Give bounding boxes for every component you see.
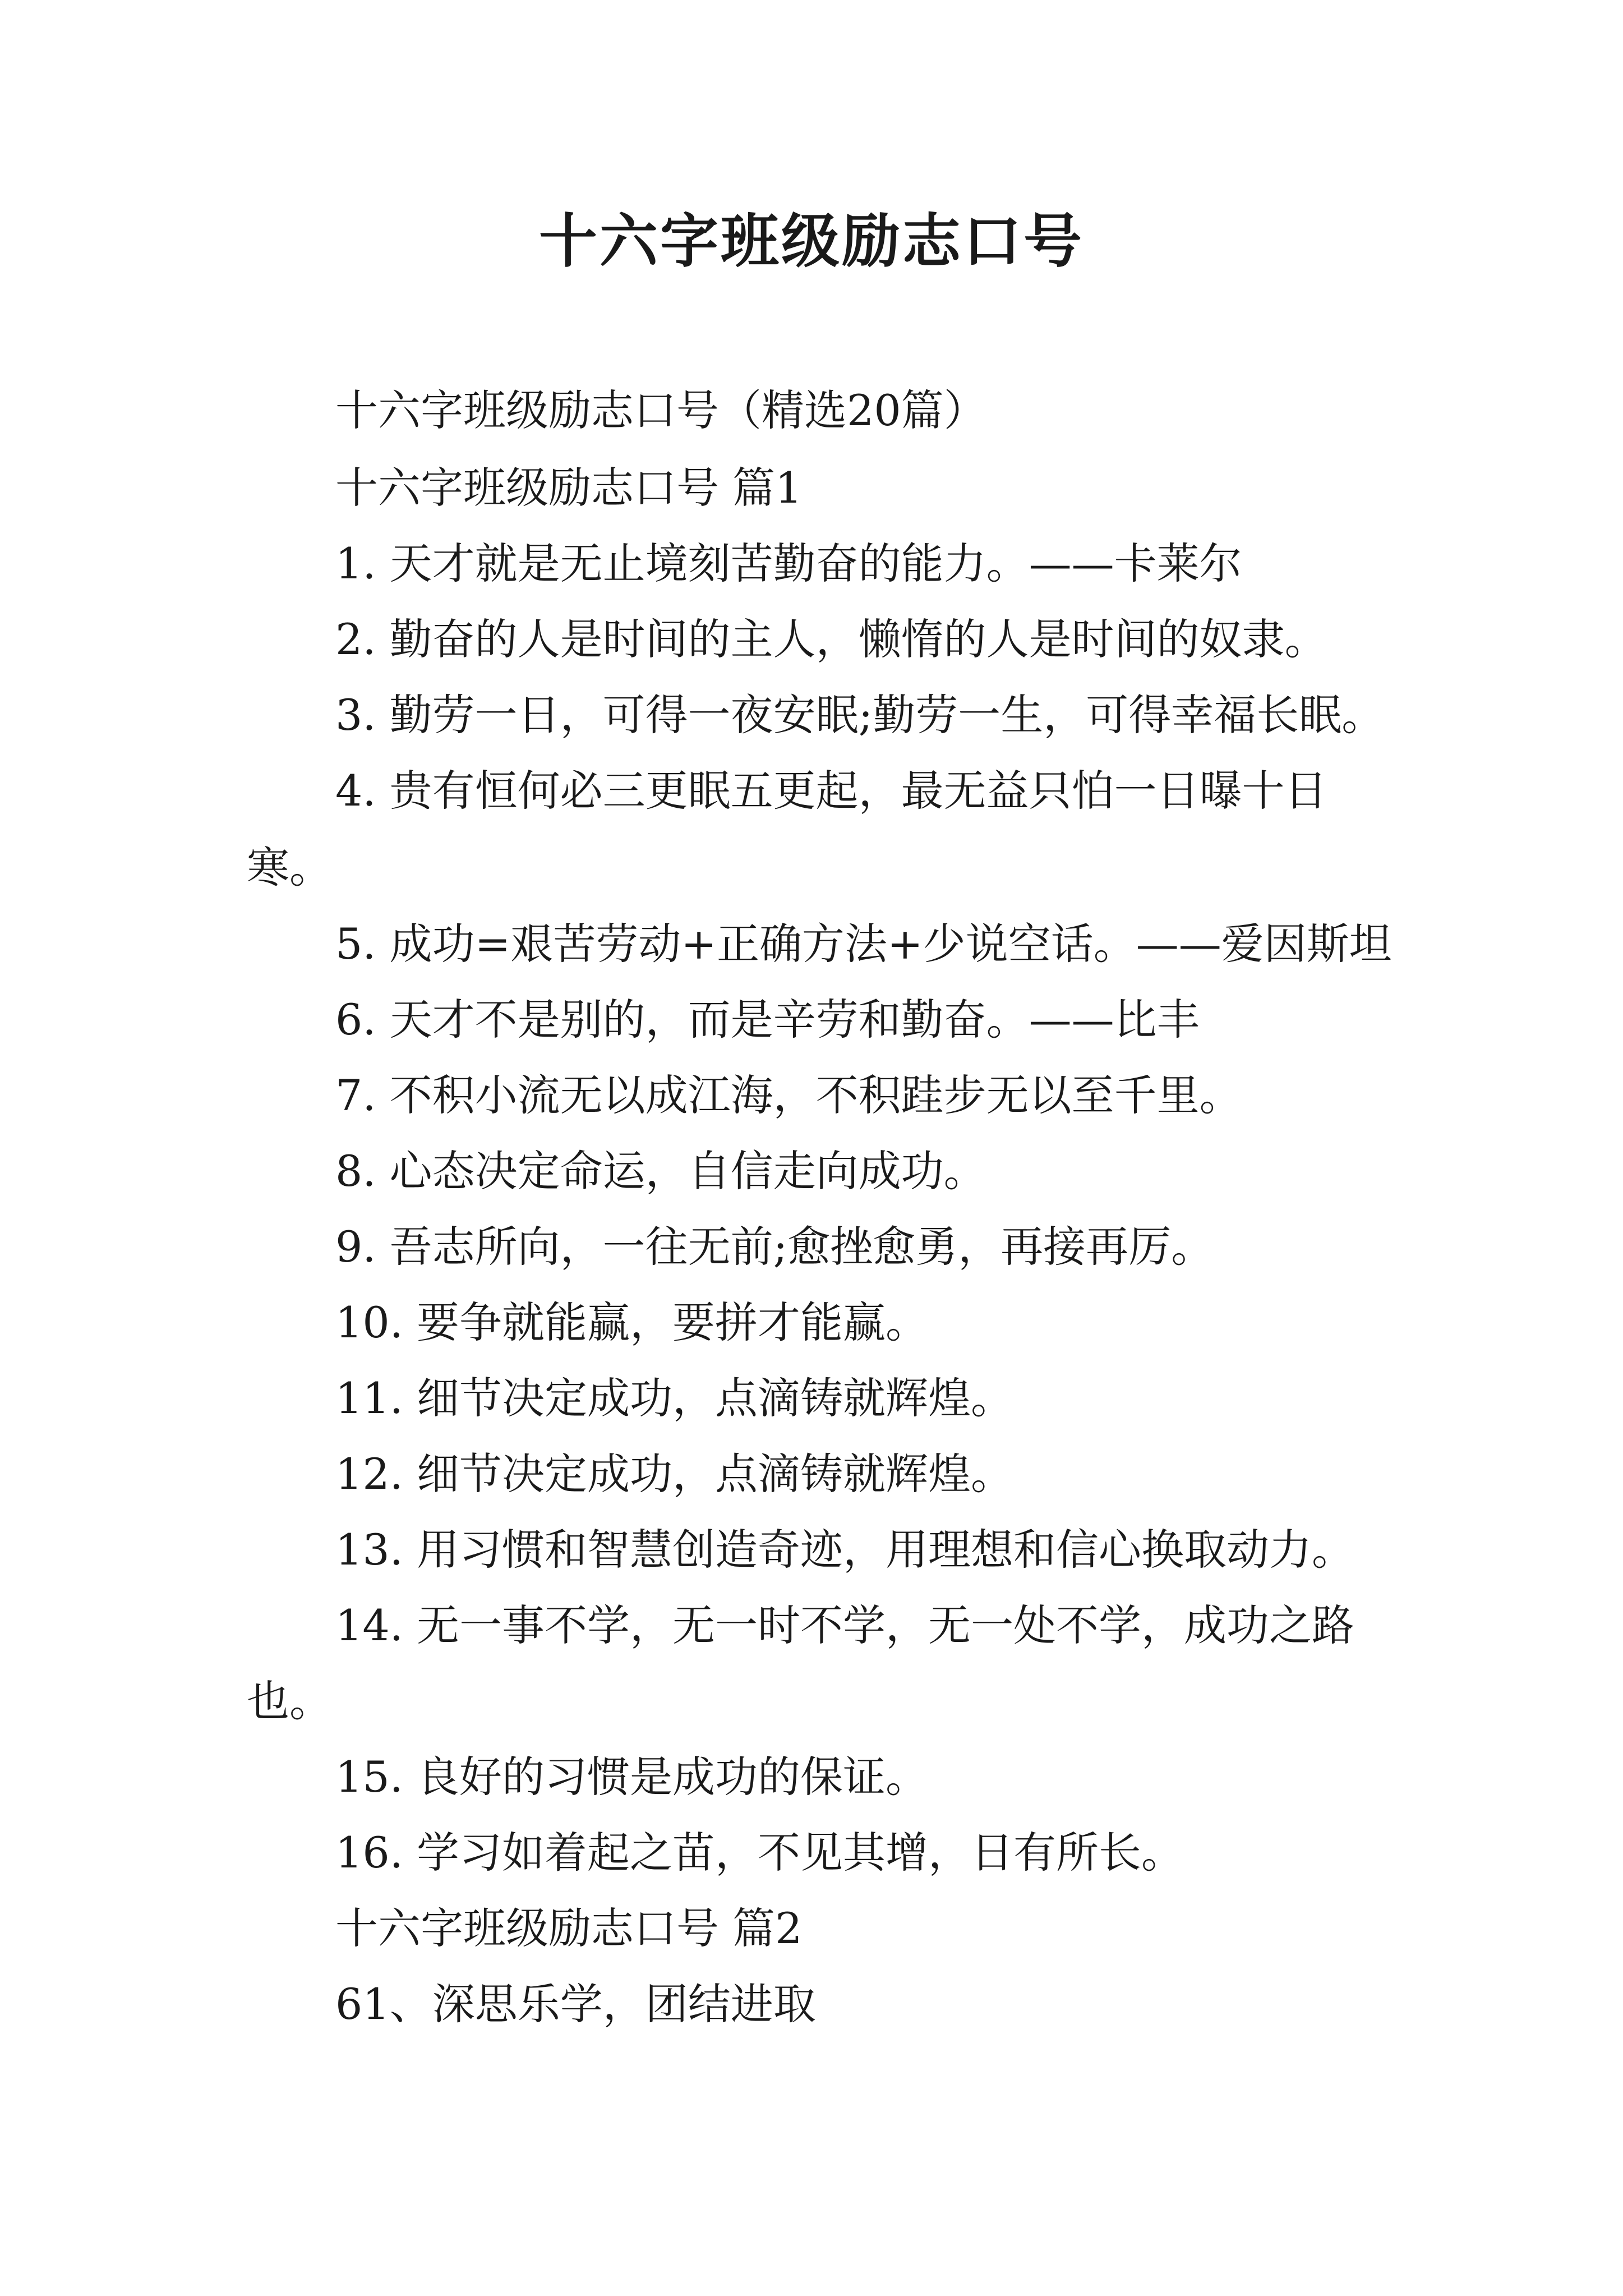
- slogan-line: 8. 心态决定命运，自信走向成功。: [335, 1146, 986, 1196]
- subtitle-line: 十六字班级励志口号（精选20篇）: [335, 385, 986, 435]
- section-heading: 十六字班级励志口号 篇1: [335, 463, 803, 513]
- slogan-line: 16. 学习如着起之苗，不见其增，日有所长。: [335, 1828, 1184, 1878]
- slogan-line: 6. 天才不是别的，而是辛劳和勤奋。——比丰: [335, 995, 1200, 1045]
- slogan-line: 9. 吾志所向，一往无前;愈挫愈勇，再接再厉。: [335, 1222, 1214, 1272]
- slogan-line: 14. 无一事不学，无一时不学，无一处不学，成功之路: [335, 1600, 1355, 1650]
- slogan-line: 15. 良好的习惯是成功的保证。: [335, 1752, 929, 1802]
- slogan-line: 2. 勤奋的人是时间的主人，懒惰的人是时间的奴隶。: [335, 614, 1327, 664]
- slogan-line-continuation: 寒。: [247, 843, 332, 892]
- slogan-line: 10. 要争就能赢，要拼才能赢。: [335, 1297, 929, 1347]
- document-title: 十六字班级励志口号: [538, 206, 1084, 275]
- section-heading: 十六字班级励志口号 篇2: [335, 1903, 803, 1953]
- slogan-line: 3. 勤劳一日，可得一夜安眠;勤劳一生，可得幸福长眠。: [335, 690, 1385, 740]
- slogan-line: 11. 细节决定成功，点滴铸就辉煌。: [335, 1373, 1014, 1423]
- slogan-line: 7. 不积小流无以成江海，不积跬步无以至千里。: [335, 1070, 1242, 1120]
- slogan-line: 61、深思乐学，团结进取: [335, 1979, 816, 2029]
- slogan-line: 5. 成功=艰苦劳动+正确方法+少说空话。——爱因斯坦: [335, 919, 1392, 969]
- slogan-line: 1. 天才就是无止境刻苦勤奋的能力。——卡莱尔: [335, 539, 1242, 588]
- slogan-line: 4. 贵有恒何必三更眠五更起，最无益只怕一日曝十日: [335, 766, 1327, 816]
- slogan-line-continuation: 也。: [247, 1676, 332, 1726]
- slogan-line: 13. 用习惯和智慧创造奇迹，用理想和信心换取动力。: [335, 1525, 1355, 1575]
- slogan-line: 12. 细节决定成功，点滴铸就辉煌。: [335, 1449, 1014, 1499]
